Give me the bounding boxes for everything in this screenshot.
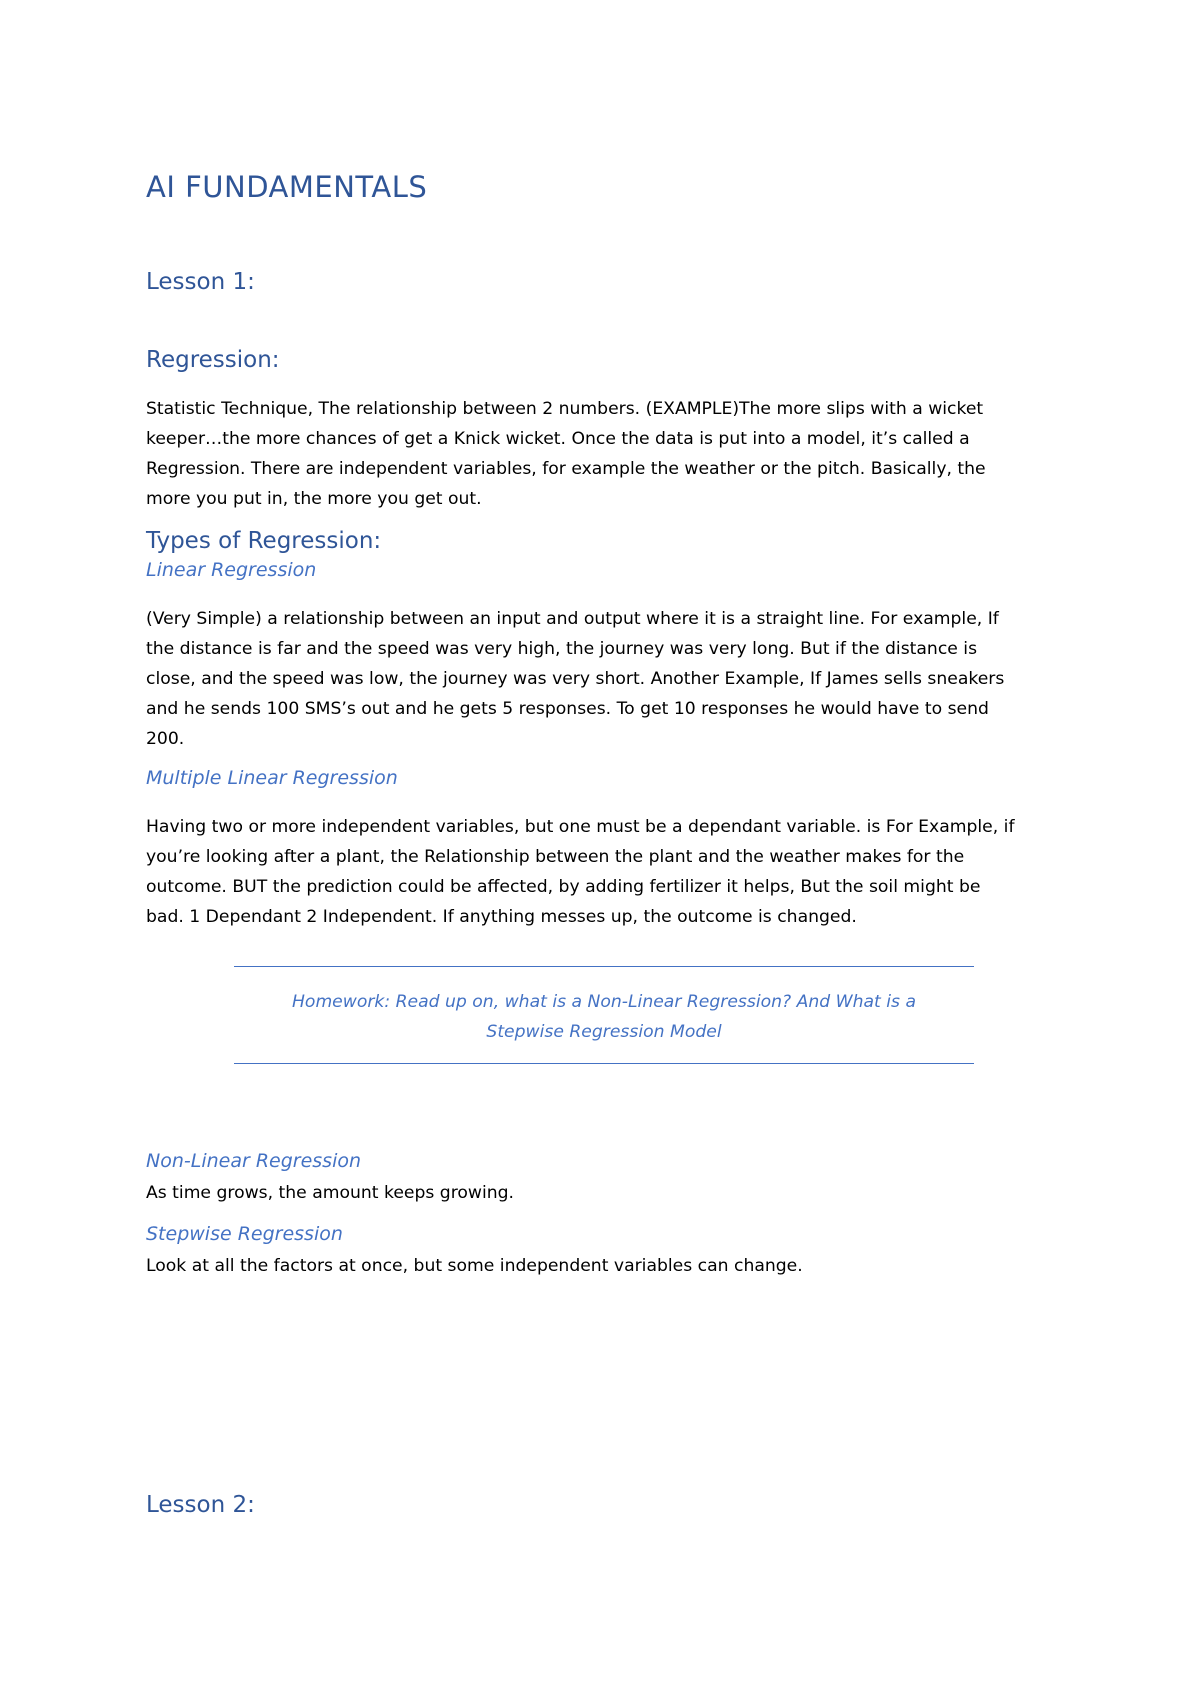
lesson-2-heading: Lesson 2: xyxy=(146,1492,255,1518)
regression-line: Regression. There are independent variables, for example the weather or the pitch. Basically, the xyxy=(146,459,986,479)
regression-paragraph xyxy=(146,394,1066,514)
quote-bottom-rule xyxy=(234,1063,974,1064)
multiple-linear-line: bad. 1 Dependant 2 Independent. If anything messes up, the outcome is changed. xyxy=(146,907,857,927)
linear-regression-line: and he sends 100 SMS’s out and he gets 5 responses. To get 10 responses he would have to send xyxy=(146,699,989,719)
homework-quote xyxy=(234,987,974,1047)
linear-regression-heading: Linear Regression xyxy=(146,559,317,581)
linear-regression-line: the distance is far and the speed was very high, the journey was very long. But if the distance is xyxy=(146,639,978,659)
multiple-linear-regression-heading: Multiple Linear Regression xyxy=(146,767,398,789)
types-of-regression-heading: Types of Regression: xyxy=(146,528,382,554)
regression-line: Statistic Technique, The relationship between 2 numbers. (EXAMPLE)The more slips with a wicket xyxy=(146,399,984,419)
linear-regression-line: close, and the speed was low, the journey was very short. Another Example, If James sells sneakers xyxy=(146,669,1005,689)
linear-regression-paragraph xyxy=(146,604,1066,754)
linear-regression-line: 200. xyxy=(146,729,185,749)
lesson-1-heading: Lesson 1: xyxy=(146,269,255,295)
homework-line: Stepwise Regression Model xyxy=(486,1022,722,1042)
stepwise-regression-heading: Stepwise Regression xyxy=(146,1223,343,1245)
regression-heading: Regression: xyxy=(146,347,280,373)
stepwise-regression-text xyxy=(146,1251,1066,1281)
stepwise-line: Look at all the factors at once, but some independent variables can change. xyxy=(146,1256,803,1276)
linear-regression-line: (Very Simple) a relationship between an input and output where it is a straight line. For example, If xyxy=(146,609,999,629)
non-linear-regression-text xyxy=(146,1178,1066,1208)
regression-line: keeper…the more chances of get a Knick wicket. Once the data is put into a model, it’s called a xyxy=(146,429,970,449)
multiple-linear-line: Having two or more independent variables, but one must be a dependant variable. is For Example, if xyxy=(146,817,1015,837)
non-linear-regression-heading: Non-Linear Regression xyxy=(146,1150,362,1172)
multiple-linear-line: you’re looking after a plant, the Relationship between the plant and the weather makes for the xyxy=(146,847,965,867)
quote-top-rule xyxy=(234,966,974,967)
regression-line: more you put in, the more you get out. xyxy=(146,489,482,509)
multiple-linear-regression-paragraph xyxy=(146,812,1066,932)
document-title: AI FUNDAMENTALS xyxy=(146,170,428,204)
non-linear-line: As time grows, the amount keeps growing. xyxy=(146,1183,515,1203)
multiple-linear-line: outcome. BUT the prediction could be affected, by adding fertilizer it helps, But the soil might be xyxy=(146,877,981,897)
homework-line: Homework: Read up on, what is a Non-Linear Regression? And What is a xyxy=(292,992,916,1012)
